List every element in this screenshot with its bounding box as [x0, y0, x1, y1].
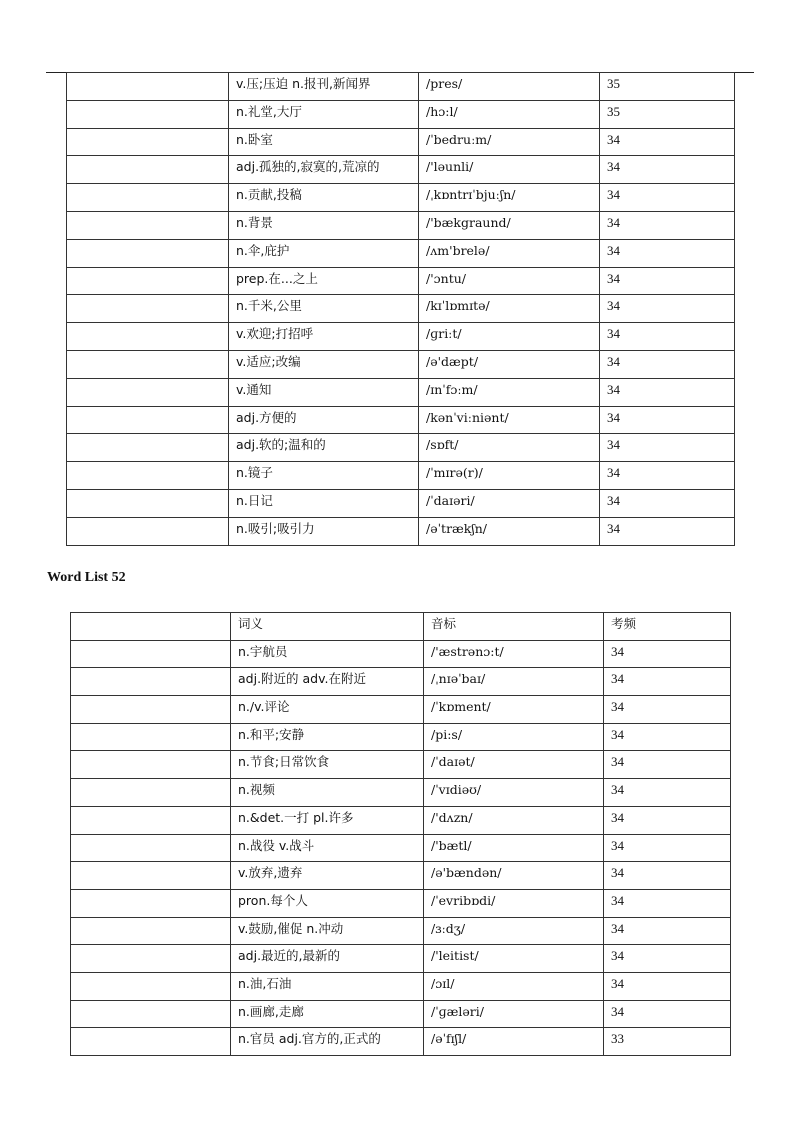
- word-cell: [71, 668, 231, 696]
- meaning-cell: n.日记: [229, 489, 419, 517]
- word-cell: [71, 751, 231, 779]
- frequency-cell: 34: [600, 489, 735, 517]
- word-cell: [67, 517, 229, 545]
- phonetic-cell: /ˈvɪdiəʊ/: [424, 779, 604, 807]
- phonetic-cell: /ˈdaɪət/: [424, 751, 604, 779]
- meaning-cell: prep.在...之上: [229, 267, 419, 295]
- frequency-cell: 34: [604, 723, 731, 751]
- table-row: [71, 668, 731, 696]
- frequency-cell: 34: [600, 323, 735, 351]
- meaning-cell: n.宇航员: [231, 640, 424, 668]
- meaning-cell: v.放弃,遗弃: [231, 862, 424, 890]
- table-row: [67, 350, 735, 378]
- table-row: [67, 100, 735, 128]
- meaning-cell: n.节食;日常饮食: [231, 751, 424, 779]
- table-row: [67, 211, 735, 239]
- meaning-cell: n.礼堂,大厅: [229, 100, 419, 128]
- meaning-cell: adj.软的;温和的: [229, 434, 419, 462]
- phonetic-cell: /'bækgraund/: [419, 211, 600, 239]
- phonetic-cell: /ə'bændən/: [424, 862, 604, 890]
- word-cell: [67, 267, 229, 295]
- table-row: [67, 406, 735, 434]
- table-row: [71, 696, 731, 724]
- word-cell: [67, 350, 229, 378]
- frequency-cell: 34: [604, 945, 731, 973]
- frequency-cell: 34: [604, 696, 731, 724]
- frequency-cell: 34: [604, 779, 731, 807]
- table-row: [71, 945, 731, 973]
- frequency-cell: 34: [600, 184, 735, 212]
- meaning-cell: n.&det.一打 pl.许多: [231, 806, 424, 834]
- phonetic-cell: /ˌkɒntrɪˈbjuːʃn/: [419, 184, 600, 212]
- table-row: [71, 806, 731, 834]
- table-row: [71, 723, 731, 751]
- phonetic-cell: /hɔ:l/: [419, 100, 600, 128]
- phonetic-cell: /ˈbedruːm/: [419, 128, 600, 156]
- phonetic-cell: /ɜːdʒ/: [424, 917, 604, 945]
- table-row: [71, 1000, 731, 1028]
- phonetic-cell: /ʌm'brelə/: [419, 239, 600, 267]
- word-cell: [67, 462, 229, 490]
- phonetic-cell: /ˈkɒment/: [424, 696, 604, 724]
- table-row: [67, 128, 735, 156]
- header-frequency: 考频: [604, 613, 731, 641]
- frequency-cell: 34: [600, 517, 735, 545]
- table-header-row: [71, 613, 731, 641]
- frequency-cell: 34: [600, 239, 735, 267]
- meaning-cell: n.吸引;吸引力: [229, 517, 419, 545]
- phonetic-cell: /ɡriːt/: [419, 323, 600, 351]
- phonetic-cell: /'bætl/: [424, 834, 604, 862]
- word-cell: [71, 972, 231, 1000]
- frequency-cell: 34: [604, 751, 731, 779]
- phonetic-cell: /pres/: [419, 73, 600, 101]
- frequency-cell: 34: [604, 834, 731, 862]
- table-row: [67, 517, 735, 545]
- word-cell: [67, 156, 229, 184]
- meaning-cell: n.画廊,走廊: [231, 1000, 424, 1028]
- phonetic-cell: /əˈfɪʃl/: [424, 1028, 604, 1056]
- frequency-cell: 34: [604, 806, 731, 834]
- phonetic-cell: /ˈɡæləri/: [424, 1000, 604, 1028]
- word-cell: [67, 295, 229, 323]
- frequency-cell: 34: [604, 640, 731, 668]
- table-row: [67, 323, 735, 351]
- meaning-cell: n.战役 v.战斗: [231, 834, 424, 862]
- frequency-cell: 34: [600, 350, 735, 378]
- word-cell: [71, 723, 231, 751]
- meaning-cell: v.欢迎;打招呼: [229, 323, 419, 351]
- word-cell: [71, 945, 231, 973]
- word-cell: [67, 434, 229, 462]
- frequency-cell: 34: [600, 128, 735, 156]
- word-cell: [67, 406, 229, 434]
- table-row: [71, 972, 731, 1000]
- phonetic-cell: /ɪnˈfɔːm/: [419, 378, 600, 406]
- vocab-table-word-list-52: [70, 612, 731, 1056]
- phonetic-cell: /əˈtrækʃn/: [419, 517, 600, 545]
- meaning-cell: n.卧室: [229, 128, 419, 156]
- word-cell: [71, 889, 231, 917]
- table-row: [67, 73, 735, 101]
- phonetic-cell: /pi:s/: [424, 723, 604, 751]
- meaning-cell: n./v.评论: [231, 696, 424, 724]
- table-row: [67, 239, 735, 267]
- meaning-cell: n.伞,庇护: [229, 239, 419, 267]
- meaning-cell: n.贡献,投稿: [229, 184, 419, 212]
- word-cell: [71, 917, 231, 945]
- meaning-cell: adj.孤独的,寂寞的,荒凉的: [229, 156, 419, 184]
- phonetic-cell: /kɪˈlɒmɪtə/: [419, 295, 600, 323]
- phonetic-cell: /'dʌzn/: [424, 806, 604, 834]
- table-row: [67, 489, 735, 517]
- table-row: [67, 462, 735, 490]
- word-cell: [71, 640, 231, 668]
- frequency-cell: 34: [600, 295, 735, 323]
- word-cell: [67, 378, 229, 406]
- meaning-cell: n.和平;安静: [231, 723, 424, 751]
- meaning-cell: adj.最近的,最新的: [231, 945, 424, 973]
- table-row: [67, 378, 735, 406]
- frequency-cell: 34: [604, 889, 731, 917]
- phonetic-cell: /'ɔntu/: [419, 267, 600, 295]
- table-row: [67, 267, 735, 295]
- frequency-cell: 34: [604, 1000, 731, 1028]
- table-row: [67, 295, 735, 323]
- frequency-cell: 34: [604, 862, 731, 890]
- word-cell: [67, 239, 229, 267]
- phonetic-cell: /sɒft/: [419, 434, 600, 462]
- word-cell: [67, 323, 229, 351]
- meaning-cell: adj.方便的: [229, 406, 419, 434]
- frequency-cell: 34: [600, 267, 735, 295]
- frequency-cell: 34: [604, 917, 731, 945]
- word-cell: [71, 613, 231, 641]
- word-cell: [71, 1000, 231, 1028]
- word-cell: [71, 834, 231, 862]
- frequency-cell: 33: [604, 1028, 731, 1056]
- phonetic-cell: /ˈevribɒdi/: [424, 889, 604, 917]
- meaning-cell: v.鼓励,催促 n.冲动: [231, 917, 424, 945]
- table-row: [71, 640, 731, 668]
- frequency-cell: 34: [600, 378, 735, 406]
- word-cell: [71, 806, 231, 834]
- word-cell: [67, 73, 229, 101]
- table-row: [71, 779, 731, 807]
- phonetic-cell: /ɔɪl/: [424, 972, 604, 1000]
- meaning-cell: n.油,石油: [231, 972, 424, 1000]
- table-row: [71, 862, 731, 890]
- meaning-cell: v.通知: [229, 378, 419, 406]
- vocab-table-continued: [66, 72, 735, 546]
- phonetic-cell: /ˌnɪəˈbaɪ/: [424, 668, 604, 696]
- frequency-cell: 34: [600, 434, 735, 462]
- phonetic-cell: /ˈmɪrə(r)/: [419, 462, 600, 490]
- phonetic-cell: /ˈdaɪəri/: [419, 489, 600, 517]
- frequency-cell: 34: [600, 211, 735, 239]
- frequency-cell: 35: [600, 100, 735, 128]
- table-row: [67, 184, 735, 212]
- header-phonetic: 音标: [424, 613, 604, 641]
- meaning-cell: n.视频: [231, 779, 424, 807]
- frequency-cell: 34: [604, 972, 731, 1000]
- meaning-cell: adj.附近的 adv.在附近: [231, 668, 424, 696]
- table-row: [71, 751, 731, 779]
- word-cell: [67, 128, 229, 156]
- table-row: [67, 156, 735, 184]
- meaning-cell: n.镜子: [229, 462, 419, 490]
- word-cell: [67, 489, 229, 517]
- frequency-cell: 35: [600, 73, 735, 101]
- word-cell: [71, 696, 231, 724]
- meaning-cell: n.背景: [229, 211, 419, 239]
- frequency-cell: 34: [604, 668, 731, 696]
- meaning-cell: pron.每个人: [231, 889, 424, 917]
- frequency-cell: 34: [600, 406, 735, 434]
- table-row: [71, 1028, 731, 1056]
- word-cell: [71, 1028, 231, 1056]
- word-cell: [71, 779, 231, 807]
- word-cell: [67, 211, 229, 239]
- phonetic-cell: /'leitist/: [424, 945, 604, 973]
- word-cell: [67, 100, 229, 128]
- meaning-cell: n.千米,公里: [229, 295, 419, 323]
- frequency-cell: 34: [600, 156, 735, 184]
- phonetic-cell: /'ləunli/: [419, 156, 600, 184]
- meaning-cell: v.压;压迫 n.报刊,新闻界: [229, 73, 419, 101]
- phonetic-cell: /'æstrənɔ:t/: [424, 640, 604, 668]
- meaning-cell: v.适应;改编: [229, 350, 419, 378]
- meaning-cell: n.官员 adj.官方的,正式的: [231, 1028, 424, 1056]
- table-row: [71, 917, 731, 945]
- phonetic-cell: /kənˈviːniənt/: [419, 406, 600, 434]
- table-row: [71, 889, 731, 917]
- section-title: Word List 52: [47, 570, 126, 585]
- table-row: [67, 434, 735, 462]
- frequency-cell: 34: [600, 462, 735, 490]
- header-meaning: 词义: [231, 613, 424, 641]
- word-cell: [71, 862, 231, 890]
- phonetic-cell: /ə'dæpt/: [419, 350, 600, 378]
- table-row: [71, 834, 731, 862]
- word-cell: [67, 184, 229, 212]
